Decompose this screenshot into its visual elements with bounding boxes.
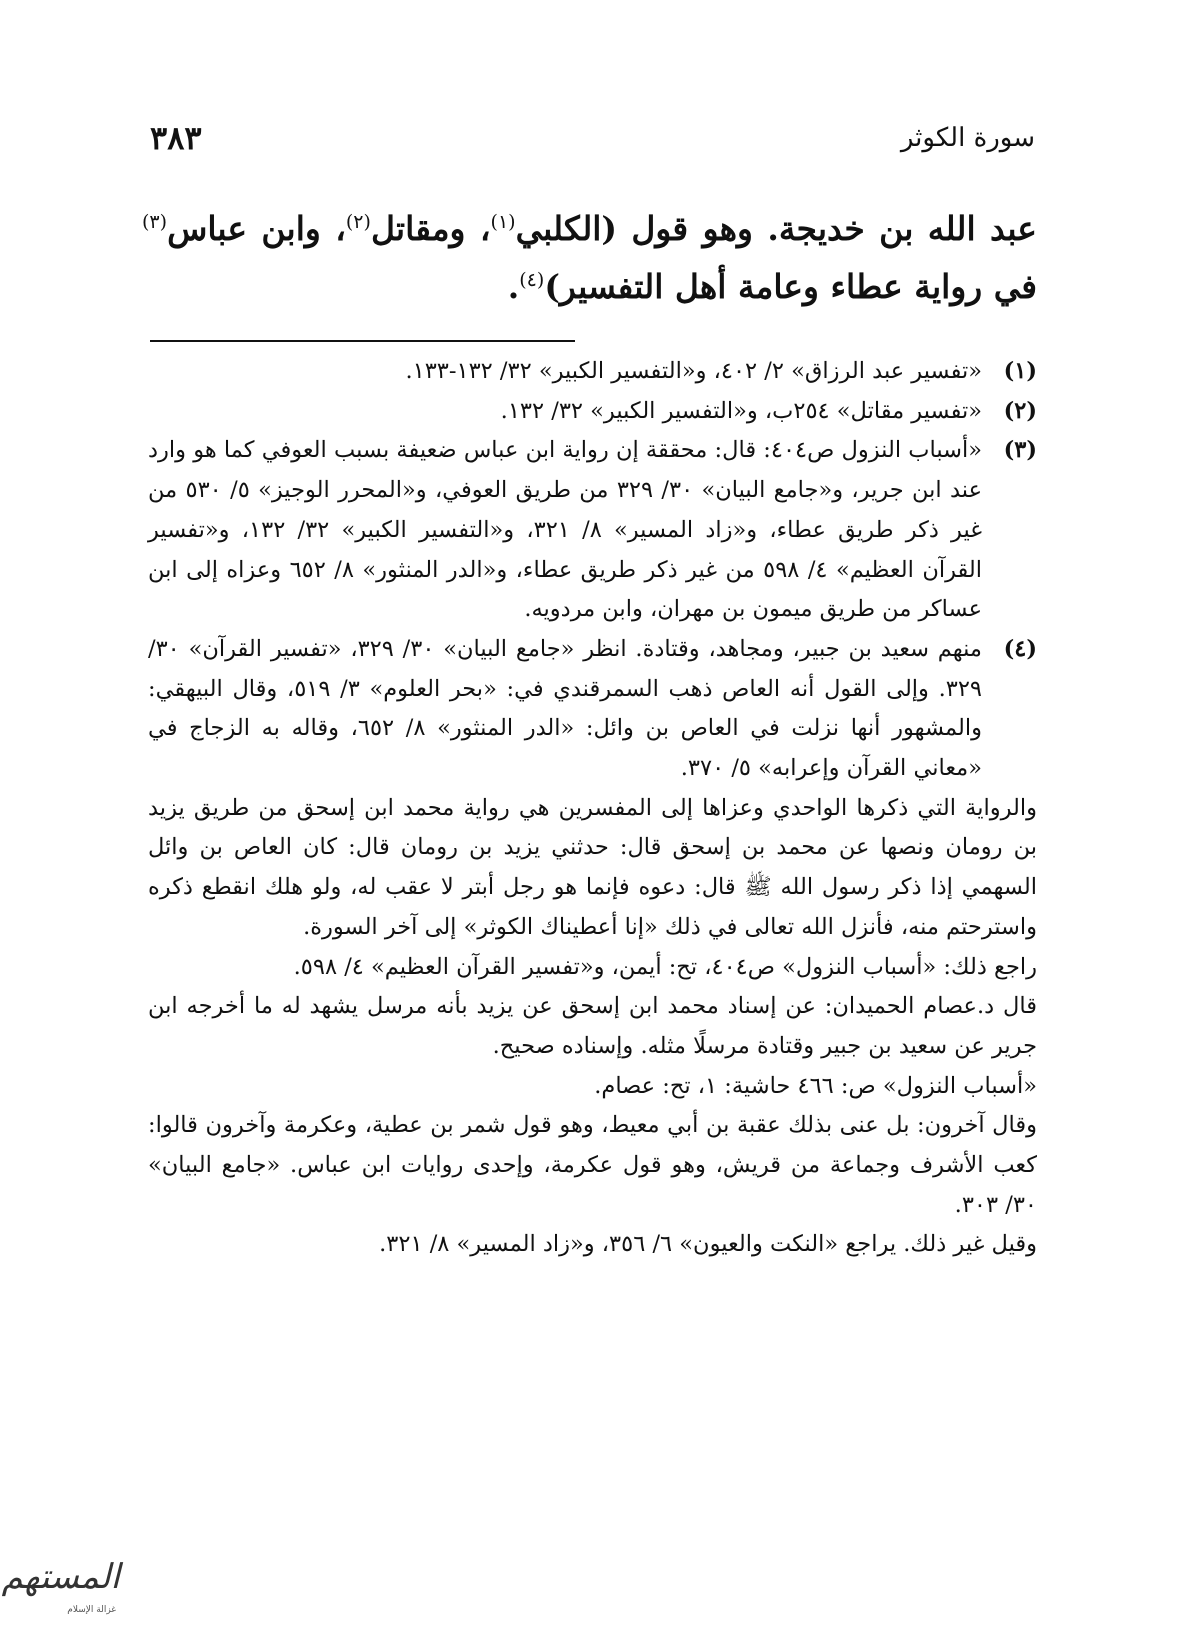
main-text-segment: عبد الله بن خديجة. وهو قول (الكلبي bbox=[515, 209, 1037, 248]
footnote-number: (٢) bbox=[1003, 397, 1037, 424]
footnote-ref: (٣) bbox=[142, 211, 168, 233]
footnote-paragraph: قال د.عصام الحميدان: عن إسناد محمد ابن إسحق عن يزيد بأنه مرسل يشهد له ما أخرجه ابن جرير عن سعيد بن جبير وقتادة مرسلًا مثله. وإسناده صحيح. bbox=[148, 993, 1037, 1059]
footnote-4 bbox=[148, 630, 1037, 789]
footnote-paragraph: وقيل غير ذلك. يراجع «النكت والعيون» ٦/ ٣٥٦، و«زاد المسير» ٨/ ٣٢١. bbox=[379, 1231, 1037, 1258]
footnote-number: (٣) bbox=[1003, 437, 1037, 464]
footnote-text: «تفسير عبد الرزاق» ٢/ ٤٠٢، و«التفسير الكبير» ٣٢/ ١٣٢-١٣٣. bbox=[405, 358, 982, 384]
logo-calligraphy: المستهم bbox=[1, 1557, 120, 1597]
footnote-paragraph: راجع ذلك: «أسباب النزول» ص٤٠٤، تح: أيمن، و«تفسير القرآن العظيم» ٤/ ٥٩٨. bbox=[293, 953, 1037, 980]
publisher-logo bbox=[1, 1555, 128, 1625]
footnote-2 bbox=[148, 392, 1037, 432]
main-text-segment: ، وابن عباس bbox=[167, 209, 346, 248]
footnote-number: (٤) bbox=[1003, 635, 1037, 662]
surah-name: سورة الكوثر bbox=[900, 123, 1035, 153]
running-head bbox=[150, 118, 1035, 158]
footnote-text: «تفسير مقاتل» ٢٥٤ب، و«التفسير الكبير» ٣٢/ ١٣٢. bbox=[500, 397, 982, 424]
main-text-segment: ، ومقاتل bbox=[370, 209, 491, 248]
main-text-segment: . bbox=[507, 267, 520, 306]
footnote-ref: (٢) bbox=[345, 211, 371, 233]
footnote-number: (١) bbox=[1003, 358, 1037, 384]
footnote-text: «أسباب النزول ص٤٠٤: قال: محققة إن رواية ابن عباس ضعيفة بسبب العوفي كما هو وارد عند ابن جرير، و«جامع البيان» ٣٠/ ٣٢٩ من طريق العوفي، و«المحرر الوجيز» ٥/ ٥٣٠ من غير ذكر طريق عطاء، و«زاد المسير» ٨/ ٣٢١، و«التفسير الكبير» ٣٢/ ١٣٢، و«تفسير القرآن العظيم» ٤/ ٥٩٨ من غير ذكر طريق عطاء، و«الدر المنثور» ٨/ ٦٥٢ وعزاه إلى ابن عساكر من طريق ميمون بن مهران، وابن مردويه. bbox=[148, 437, 983, 623]
footnote-1 bbox=[148, 352, 1037, 392]
footnote-paragraph: وقال آخرون: بل عنى بذلك عقبة بن أبي معيط، وهو قول شمر بن عطية، وعكرمة وآخرون قالوا: كعب الأشرف وجماعة من قريش، وهو قول عكرمة، وإحدى روايات ابن عباس. «جامع البيان» ٣٠/ ٣٠٣. bbox=[148, 1112, 1037, 1218]
main-text bbox=[142, 200, 1037, 316]
footnote-text: منهم سعيد بن جبير، ومجاهد، وقتادة. انظر «جامع البيان» ٣٠/ ٣٢٩، «تفسير القرآن» ٣٠/ ٣٢٩. وإلى القول أنه العاص ذهب السمرقندي في: «بحر العلوم» ٣/ ٥١٩، وقال البيهقي: والمشهور أنها نزلت في العاص بن وائل: «الدر المنثور» ٨/ ٦٥٢، وقاله به الزجاج في «معاني القرآن وإعرابه» ٥/ ٣٧٠. bbox=[148, 635, 982, 782]
footnote-paragraph: والرواية التي ذكرها الواحدي وعزاها إلى المفسرين هي رواية محمد ابن إسحق من طريق يزيد بن رومان ونصها عن محمد بن إسحق قال: حدثني يزيد بن رومان قال: كان العاص بن وائل السهمي إذا ذكر رسول الله ﷺ قال: دعوه فإنما هو رجل أبتر لا عقب له، ولو هلك انقطع ذكره واسترحتم منه، فأنزل الله تعالى في ذلك «إنا أعطيناك الكوثر» إلى آخر السورة. bbox=[148, 794, 1037, 940]
page-number: ٣٨٣ bbox=[150, 119, 202, 157]
main-text-segment: في رواية عطاء وعامة أهل التفسير) bbox=[544, 267, 1037, 306]
footnote-ref: (٤) bbox=[519, 269, 545, 291]
footnote-ref: (١) bbox=[490, 211, 516, 233]
footnote-paragraph: «أسباب النزول» ص: ٤٦٦ حاشية: ١، تح: عصام. bbox=[594, 1072, 1037, 1099]
footnote-3 bbox=[148, 431, 1037, 630]
footnote-divider bbox=[150, 340, 575, 342]
logo-subtitle: غزالة الإسلام bbox=[67, 1605, 116, 1615]
footnotes bbox=[148, 352, 1037, 1265]
